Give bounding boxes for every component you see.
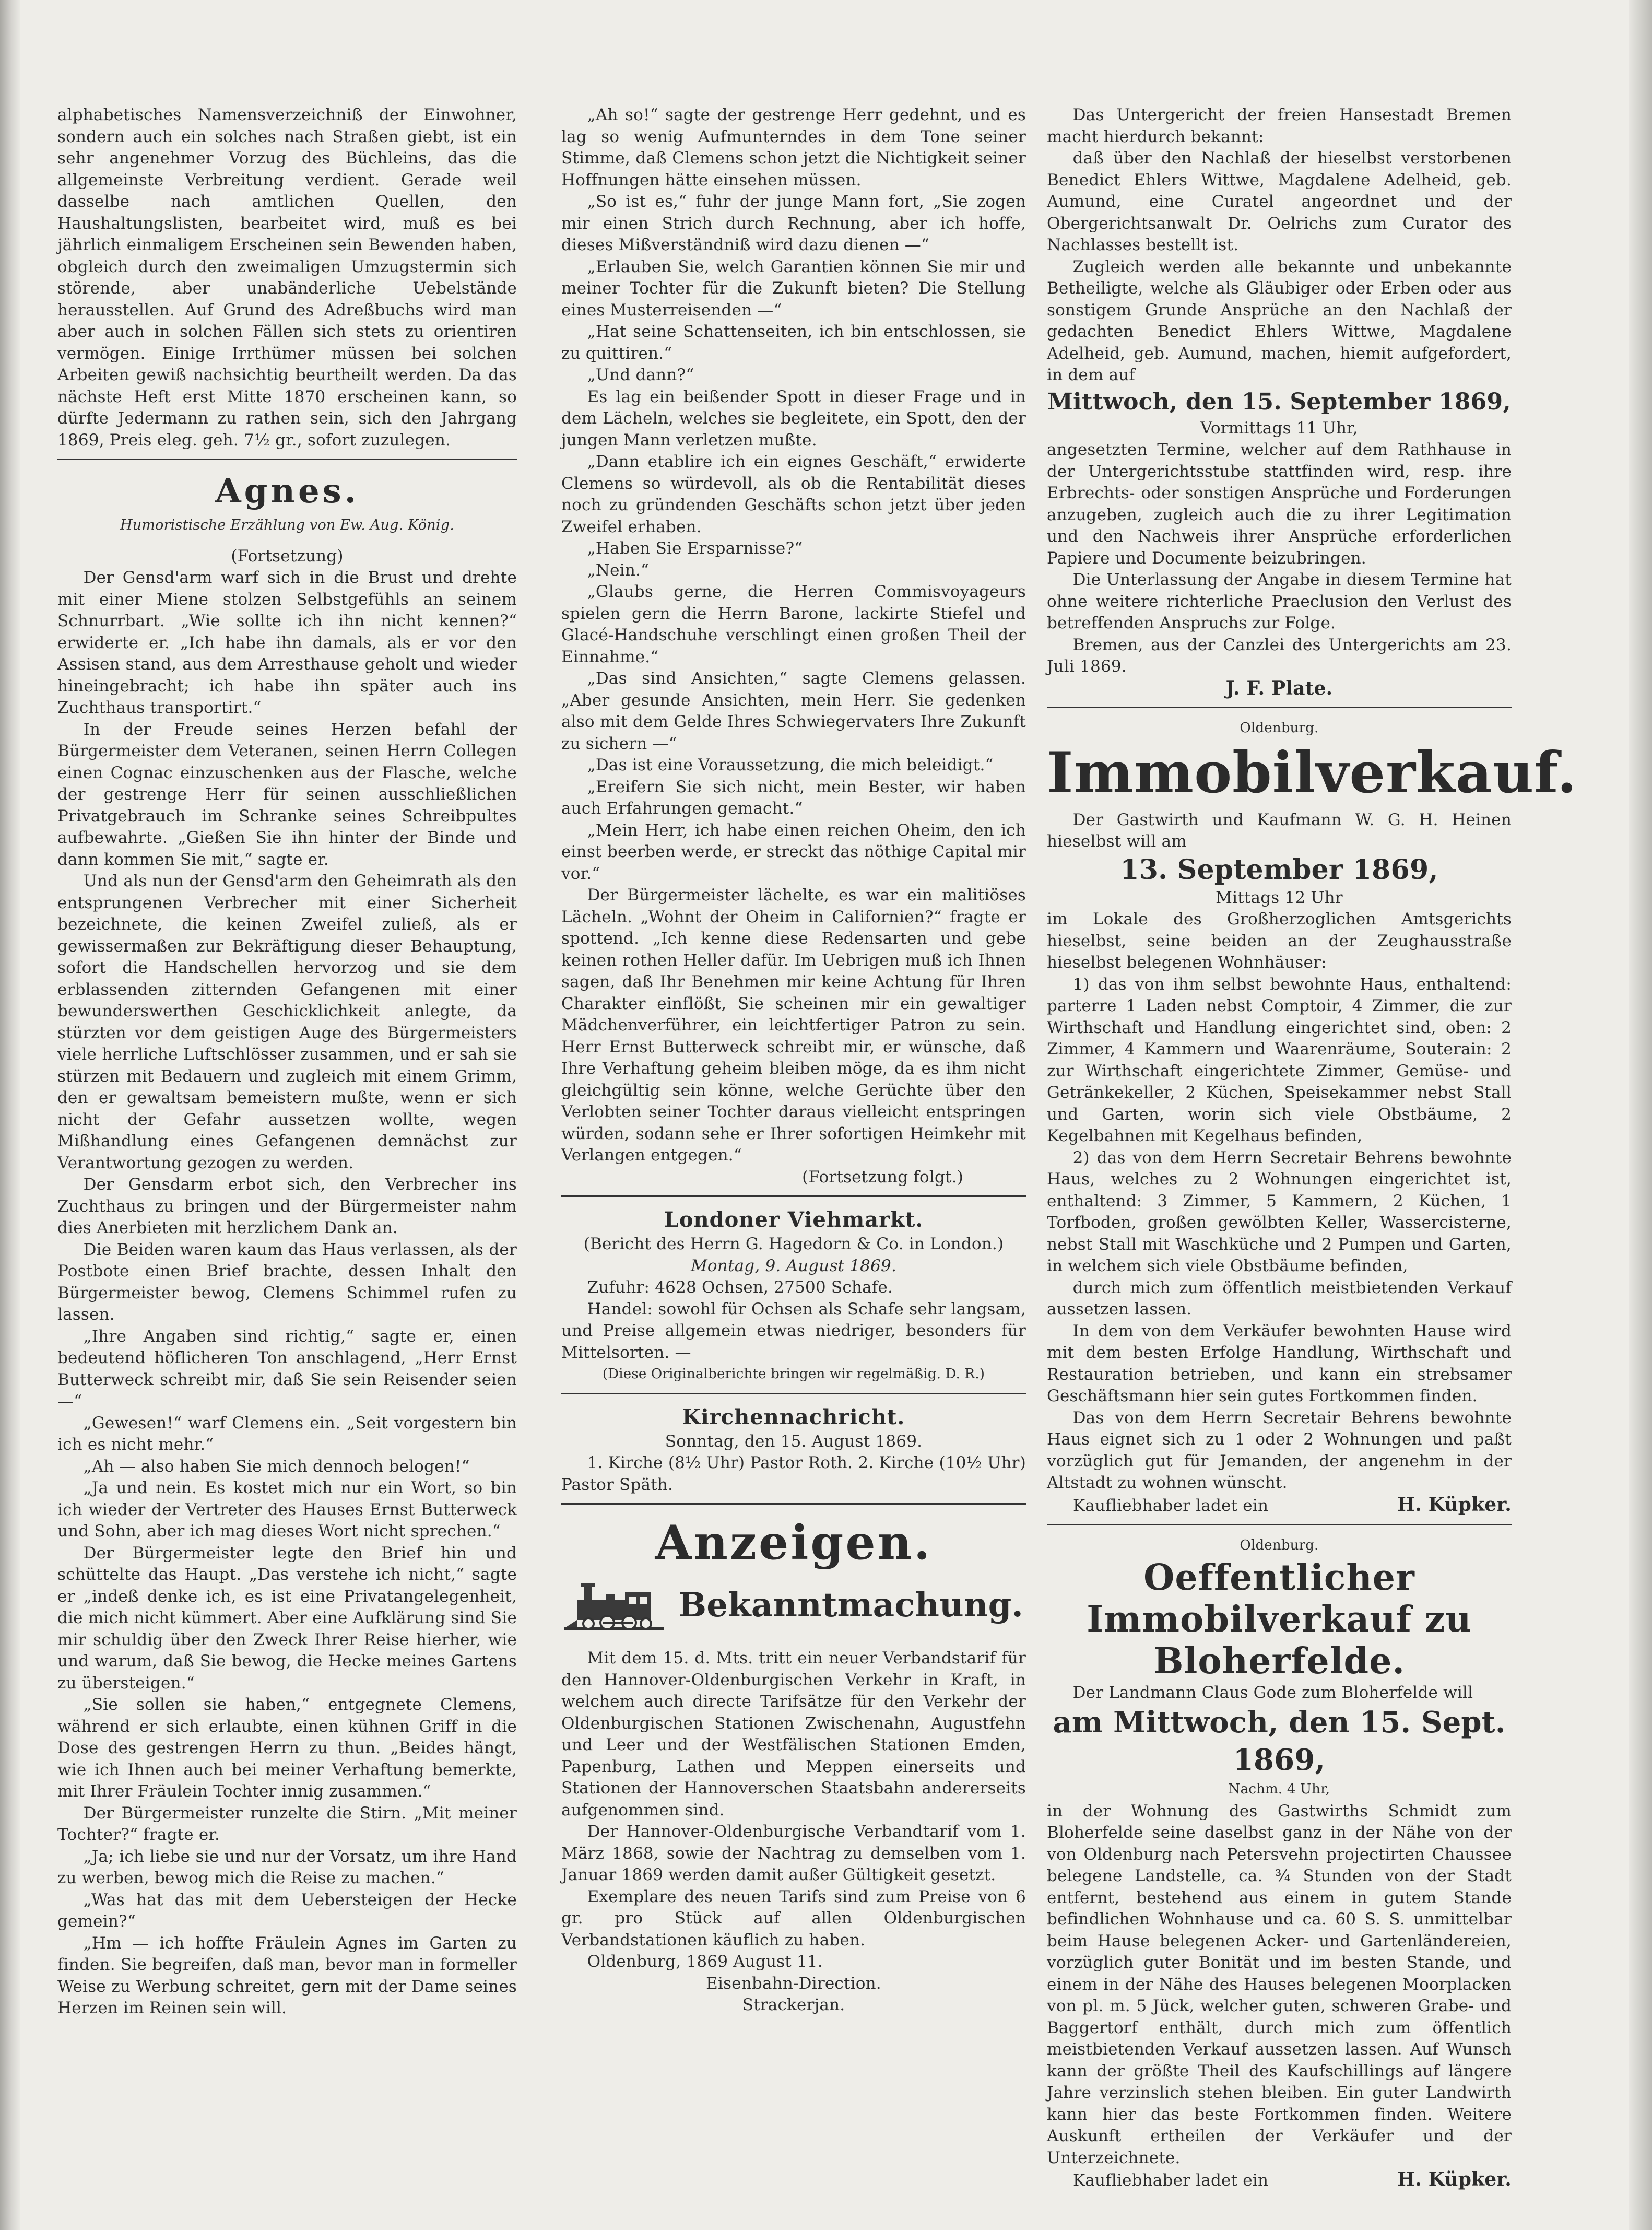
story-paragraph: „So ist es,“ fuhr der junge Mann fort, „Sie zogen mir einen Strich durch Rechnung, aber ich hoffe, dieses Mißverständniß wird dazu dienen —“: [561, 192, 1026, 254]
auctioneer-signature: H. Küpker.: [1397, 2168, 1512, 2190]
story-paragraph: „Erlauben Sie, welch Garantien können Sie mir und meiner Tochter für die Zukunft bieten? Die Stellung eines Musterreisenden —“: [561, 257, 1026, 320]
church-date: Sonntag, den 15. August 1869.: [665, 1431, 923, 1451]
public-sale-closing: [1047, 2169, 1512, 2192]
story-paragraph: „Dann etablire ich ein eignes Geschäft,“ erwiderte Clemens so würdevoll, als ob die Rentabilität dieses noch zu gründenden Geschäfts schon jetzt über jeden Zweifel erhaben.: [561, 452, 1026, 536]
announcement-place-date: Oldenburg, 1869 August 11.: [587, 1952, 823, 1971]
story-paragraph: „Das sind Ansichten,“ sagte Clemens gelassen. „Aber gesunde Ansichten, mein Herr. Sie gedenken also mit dem Gelde Ihres Schwiegervaters Ihre Zukunft zu sichern —“: [561, 669, 1026, 753]
invitation-text: Kaufliebhaber ladet ein: [1073, 2171, 1269, 2190]
market-source: (Bericht des Herrn G. Hagedorn & Co. in London.): [583, 1235, 1004, 1253]
story-paragraph: „Gewesen!“ warf Clemens ein. „Seit vorgestern bin ich es nicht mehr.“: [57, 1413, 517, 1454]
column-1: [57, 104, 517, 2020]
story-paragraph: Der Gensdarm erbot sich, den Verbrecher ins Zuchthaus zu bringen und der Bürgermeister nahm dies Anerbieten mit herzlichem Dank an.: [57, 1175, 517, 1237]
story-paragraph: „Ihre Angaben sind richtig,“ sagte er, einen bedeutend höflicheren Ton anschlagend, „Herr Ernst Butterweck schreibt mir, daß Sie sein Reisender seien —“: [57, 1327, 517, 1411]
real-estate-title: Immobilverkauf.: [1047, 740, 1577, 806]
story-paragraph: Die Beiden waren kaum das Haus verlassen, als der Postbote einen Brief brachte, dessen Inhalt den Bürgermeister bewog, Clemens Schimmel rufen zu lassen.: [57, 1240, 517, 1324]
page-binding: [0, 0, 20, 2230]
church-title: Kirchennachricht.: [682, 1404, 905, 1429]
ads-heading: Anzeigen.: [655, 1515, 933, 1570]
market-note: (Diese Originalberichte bringen wir regelmäßig. D. R.): [602, 1366, 985, 1382]
court-time: Vormittags 11 Uhr,: [1200, 418, 1358, 438]
story-paragraph: „Hm — ich hoffte Fräulein Agnes im Garten zu finden. Sie begreifen, daß man, bevor man in formeller Weise zu Werbung schreitet, gern mit der Dame seines Herzen im Reinen sein will.: [57, 1933, 517, 2017]
real-estate-paragraph: Das von dem Herrn Secretair Behrens bewohnte Haus eignet sich zu 1 oder 2 Wohnungen und paßt vorzüglich gut für Jemanden, der angenehm in der Altstadt zu wohnen wünscht.: [1047, 1408, 1512, 1492]
public-sale-title: Oeffentlicher Immobilverkauf zu Bloherfelde.: [1087, 1556, 1472, 1682]
court-notice-paragraph: angesetzten Termine, welcher auf dem Rathhause in der Untergerichtsstube stattfinden wird, resp. ihre Erbrechts- oder sonstigen Ansprüche und Forderungen anzugeben, zugleich auch die zu ihrer Legitimation und den Nachweis ihrer Ansprüche erforderlichen Papiere und Documente beizubringen.: [1047, 440, 1512, 568]
public-sale-paragraph: in der Wohnung des Gastwirths Schmidt zum Bloherfelde seine daselbst ganz in der Nähe von der von Oldenburg nach Petersvehn projectirten Chaussee belegene Landstelle, ca. ¾ Stunden von der Stadt entfernt, bestehend aus einem in gutem Stande befindlichen Wohnhause und ca. 60 S. S. unmittelbar beim Hause belegenen Acker- und Gartenländereien, vorzüglich guter Bonität und im besten Stande, und einem in der Nähe des Hauses belegenen Moorplacken von pl. m. 5 Jück, welcher guten, schweren Grabe- und Baggertorf enthält, durch mich zum öffentlich meistbietenden Verkauf aussetzen lassen. Auf Wunsch kann der größte Theil des Kaufschillings auf längere Jahre verzinslich stehen bleiben. Ein guter Landwirth kann hier das beste Fortkommen finden. Weitere Auskunft ertheilen der Verkäufer und der Unterzeichnete.: [1047, 1801, 1512, 2167]
court-signature: J. F. Plate.: [1225, 677, 1333, 699]
auction-time: Mittags 12 Uhr: [1216, 888, 1343, 907]
divider: [57, 459, 517, 460]
announcement-paragraph: Exemplare des neuen Tarifs sind zum Preise von 6 gr. pro Stück auf allen Oldenburgischen Verbandstationen käuflich zu haben.: [561, 1887, 1026, 1950]
ad-location: Oldenburg.: [1240, 720, 1319, 736]
auctioneer-signature: H. Küpker.: [1397, 1493, 1512, 1516]
public-sale-date: am Mittwoch, den 15. Sept. 1869,: [1053, 1705, 1506, 1777]
announcement-signature: Strackerjan.: [742, 1996, 845, 2014]
story-paragraph: „Mein Herr, ich habe einen reichen Oheim, den ich einst beerben werde, er streckt das nöthige Capital mir vor.“: [561, 820, 1026, 883]
real-estate-paragraph: durch mich zum öffentlich meistbietenden Verkauf aussetzen lassen.: [1047, 1278, 1512, 1319]
public-sale-paragraph: Der Landmann Claus Gode zum Bloherfelde will: [1072, 1683, 1473, 1702]
real-estate-paragraph: 1) das von ihm selbst bewohnte Haus, enthaltend: parterre 1 Laden nebst Comptoir, 4 Zimmer, die zur Wirthschaft und Handlung eingerichtet sind, oben: 2 Zimmer, 4 Kammern und Waarenräume, Souterain: 2 zur Wirthschaft eingerichtete Zimmer, Gemüse- und Getränkekeller, 2 Küchen, Speisekammer nebst Stall und Garten, worin sich viele Obstbäume, 2 Kegelbahnen mit Kegelhaus befinden,: [1047, 975, 1512, 1145]
story-paragraph: Es lag ein beißender Spott in dieser Frage und in dem Lächeln, welches sie begleitete, ein Spott, den der jungen Mann verletzen mußte.: [561, 387, 1026, 450]
story-subtitle: Humoristische Erzählung von Ew. Aug. König.: [120, 517, 454, 533]
ad-location: Oldenburg.: [1240, 1537, 1319, 1553]
story-paragraph: „Was hat das mit dem Uebersteigen der Hecke gemein?“: [57, 1890, 517, 1931]
story-paragraph: „Ja; ich liebe sie und nur der Vorsatz, um ihre Hand zu werben, bewog mich die Reise zu machen.“: [57, 1847, 517, 1887]
story-paragraph: „Und dann?“: [587, 366, 694, 384]
announcement-paragraph: Der Hannover-Oldenburgische Verbandtarif vom 1. März 1868, sowie der Nachtrag zu demselben vom 1. Januar 1869 werden damit außer Gültigkeit gesetzt.: [561, 1822, 1026, 1884]
announcement-title: Bekanntmachung.: [678, 1586, 1024, 1625]
story-paragraph: „Hat seine Schattenseiten, ich bin entschlossen, sie zu quittiren.“: [561, 322, 1026, 363]
court-notice-place-date: Bremen, aus der Canzlei des Untergerichts am 23. Juli 1869.: [1047, 635, 1512, 676]
market-supply: Zufuhr: 4628 Ochsen, 27500 Schafe.: [587, 1278, 893, 1297]
invitation-text: Kaufliebhaber ladet ein: [1073, 1496, 1269, 1515]
announcement-header: [561, 1577, 1026, 1634]
story-paragraph: „Glaubs gerne, die Herren Commisvoyageurs spielen gern die Herrn Barone, lackirte Stiefel und Glacé-Handschuhe verschlingt einen großen Theil der Einnahme.“: [561, 582, 1026, 666]
public-sale-time: Nachm. 4 Uhr,: [1228, 1781, 1330, 1797]
locomotive-icon: [561, 1577, 666, 1634]
story-paragraph: Der Gensd'arm warf sich in die Brust und drehte mit einer Miene stolzen Selbstgefühls an seinem Schnurrbart. „Wie sollte ich ihn nicht kennen?“ erwiderte er. „Ich habe ihn damals, als er vor den Assisen stand, aus dem Arresthause geholt und wieder hineingebracht; ich habe ihn später auch ins Zuchthaus transportirt.“: [57, 568, 517, 717]
story-paragraph: Der Bürgermeister legte den Brief hin und schüttelte das Haupt. „Das verstehe ich nicht,“ sagte er „indeß denke ich, es ist eine Privatangelegenheit, die mich nicht kümmert. Aber eine Aufklärung sind Sie mir schuldig über den Zweck Ihrer Reise hierher, wie und warum, daß Sie bewog, die Hecke meines Gartens zu übersteigen.“: [57, 1543, 517, 1693]
story-paragraph: Der Bürgermeister lächelte, es war ein malitiöses Lächeln. „Wohnt der Oheim in Californien?“ fragte er spottend. „Ich kenne diese Redensarten und gebe keinen rothen Heller dafür. Im Uebrigen muß ich Ihnen sagen, daß Ihr Benehmen mir keine Achtung für Ihren Charakter einflößt, Sie scheinen mir ein gewaltiger Mädchenverführer, ein leichtfertiger Patron zu sein. Herr Ernst Butterweck schreibt mir, er wünsche, daß Ihre Verhaftung geheim bleiben möge, da es ihm nicht gleichgültig sein könne, welche Gerüchte über den Verlobten seiner Tochter daraus vielleicht entspringen würden, sodann sehe er Ihrer sofortigen Heimkehr mit Verlangen entgegen.“: [561, 886, 1026, 1165]
story-paragraph: In der Freude seines Herzen befahl der Bürgermeister dem Veteranen, seinen Herrn Collegen einen Cognac einzuschenken aus der Flasche, welche der gestrenge Herr für seinen ausschließlichen Privatgebrauch im Schranke seines Schreibpultes aufbewahrte. „Gießen Sie ihn hinter der Binde und dann kommen Sie mit,“ sagte er.: [57, 720, 517, 869]
court-notice-intro: Das Untergericht der freien Hansestadt Bremen macht hierdurch bekannt:: [1047, 105, 1512, 146]
story-to-be-continued: (Fortsetzung folgt.): [802, 1167, 963, 1187]
story-continuation: (Fortsetzung): [231, 546, 344, 566]
column-2: [561, 104, 1026, 2016]
court-notice-paragraph: Zugleich werden alle bekannte und unbekannte Betheiligte, welche als Gläubiger oder Erben oder aus sonstigem Grunde Ansprüche an den Nachlaß der gedachten Benedict Ehlers Wittwe, Magdalene Adelheid, geb. Aumund, machen, hiemit aufgefordert, in dem auf: [1047, 257, 1512, 384]
market-title: Londoner Viehmarkt.: [664, 1207, 924, 1232]
real-estate-paragraph: im Lokale des Großherzoglichen Amtsgerichts hieselbst, seine beiden an der Zeughausstraße hieselbst belegenen Wohnhäuser:: [1047, 910, 1512, 972]
story-paragraph: Und als nun der Gensd'arm den Geheimrath als den entsprungenen Verbrecher mit einer Sicherheit bezeichnete, die keinen Zweifel zuließ, als er gewissermaßen zur Bekräftigung dieser Behauptung, sofort die Handschellen hervorzog und sie dem erblassenden zitternden Gefangenen mit einer bewunderswerthen Geschicklichkeit anlegte, da stürzten vor dem geistigen Auge des Bürgermeisters viele herrliche Luftschlösser zusammen, und er sah sie stürzen mit Bedauern und zugleich mit einem Grimm, den er gewaltsam bemeistern mußte, wenn er sich nicht der Gefahr aussetzen wollte, wegen Mißhandlung eines Gefangenen demnächst zur Verantwortung gezogen zu werden.: [57, 872, 517, 1172]
divider: [1047, 1524, 1512, 1525]
court-date: Mittwoch, den 15. September 1869,: [1047, 388, 1511, 415]
story-paragraph: „Haben Sie Ersparnisse?“: [587, 539, 803, 558]
divider: [1047, 707, 1512, 708]
real-estate-closing: [1047, 1494, 1512, 1517]
divider: [561, 1393, 1026, 1394]
page-edge: [1629, 0, 1652, 2230]
story-title: Agnes.: [215, 472, 359, 511]
divider: [561, 1195, 1026, 1197]
story-paragraph: „Ereifern Sie sich nicht, mein Bester, wir haben auch Erfahrungen gemacht.“: [561, 777, 1026, 818]
story-paragraph: „Sie sollen sie haben,“ entgegnete Clemens, während er sich erlaubte, einen kühnen Griff in die Dose des gestrengen Herrn zu thun. „Beides hängt, wie ich Ihnen auch bei meiner Verhaftung bemerkte, mit Ihrer Fräulein Tochter innig zusammen.“: [57, 1695, 517, 1801]
real-estate-paragraph: In dem von dem Verkäufer bewohnten Hause wird mit dem besten Erfolge Handlung, Wirthschaft und Restauration betrieben, und kann ein strebsamer Geschäftsmann hier sein gutes Fortkommen finden.: [1047, 1321, 1512, 1405]
auction-date: 13. September 1869,: [1120, 853, 1438, 886]
market-date: Montag, 9. August 1869.: [690, 1256, 897, 1275]
announcement-issuer: Eisenbahn-Direction.: [706, 1974, 881, 1993]
divider: [561, 1503, 1026, 1505]
adressbuch-notice: alphabetisches Namensverzeichniß der Einwohner, sondern auch ein solches nach Straßen giebt, ist ein sehr angenehmer Vorzug des Büchleins, das die allgemeinste Verbreitung verdient. Gerade weil dasselbe nach amtlichen Quellen, den Haushaltungslisten, bearbeitet wird, muß es bei jährlich einmaligem Erscheinen sein Bewenden haben, obgleich durch den zweimaligen Umzugstermin sich störende, aber unabänderliche Uebelstände herausstellen. Auf Grund des Adreßbuchs wird man aber auch in solchen Fällen sich stets zu orientiren vermögen. Einige Irrthümer müssen bei solchen Arbeiten gewiß nachsichtig beurtheilt werden. Da das nächste Heft erst Mitte 1870 erscheinen kann, so dürfte Jedermann zu rathen sein, sich den Jahrgang 1869, Preis eleg. geh. 7½ gr., sofort zuzulegen.: [57, 105, 517, 450]
story-paragraph: „Das ist eine Voraussetzung, die mich beleidigt.“: [587, 756, 994, 774]
court-notice-paragraph: daß über den Nachlaß der hieselbst verstorbenen Benedict Ehlers Wittwe, Magdalene Adelheid, geb. Aumund, eine Curatel angeordnet und der Obergerichtsanwalt Dr. Oelrichs zum Curator des Nachlasses bestellt ist.: [1047, 149, 1512, 254]
church-text: 1. Kirche (8½ Uhr) Pastor Roth. 2. Kirche (10½ Uhr) Pastor Späth.: [561, 1453, 1026, 1494]
story-paragraph: „Ah so!“ sagte der gestrenge Herr gedehnt, und es lag so wenig Aufmunterndes in dem Tone seiner Stimme, daß Clemens schon jetzt die Nichtigkeit seiner Hoffnungen hätte einsehen müssen.: [561, 105, 1026, 190]
story-paragraph: Der Bürgermeister runzelte die Stirn. „Mit meiner Tochter?“ fragte er.: [57, 1803, 517, 1844]
real-estate-paragraph: Der Gastwirth und Kaufmann W. G. H. Heinen hieselbst will am: [1047, 810, 1512, 851]
story-paragraph: „Nein.“: [587, 560, 650, 580]
story-paragraph: „Ja und nein. Es kostet mich nur ein Wort, so bin ich wieder der Vertreter des Hauses Ernst Butterweck und Sohn, aber ich mag dieses Wort nicht sprechen.“: [57, 1478, 517, 1541]
announcement-paragraph: Mit dem 15. d. Mts. tritt ein neuer Verbandstarif für den Hannover-Oldenburgischen Verkehr in Kraft, in welchem auch directe Tarifsätze für den Verkehr der Oldenburgischen Stationen Zwischenahn, Augustfehn und Leer und der Westfälischen Stationen Emden, Papenburg, Lathen und Meppen einerseits und Stationen der Hannoverschen Staatsbahn andererseits aufgenommen sind.: [561, 1649, 1026, 1820]
court-notice-paragraph: Die Unterlassung der Angabe in diesem Termine hat ohne weitere richterliche Praeclusion den Verlust des betreffenden Anspruchs zur Folge.: [1047, 570, 1512, 632]
market-trade: Handel: sowohl für Ochsen als Schafe sehr langsam, und Preise allgemein etwas niedriger, besonders für Mittelsorten. —: [561, 1299, 1026, 1362]
story-paragraph: „Ah — also haben Sie mich dennoch belogen!“: [83, 1457, 470, 1476]
real-estate-paragraph: 2) das von dem Herrn Secretair Behrens bewohnte Haus, welches zu 2 Wohnungen eingerichtet ist, enthaltend: 3 Zimmer, 5 Kammern, 2 Küchen, 1 Torfboden, großen gewölbten Keller, Wassercisterne, nebst Stall mit Waschküche und 2 Pumpen und Garten, in welchem sich viele Obstbäume befinden,: [1047, 1148, 1512, 1275]
column-3: [1047, 104, 1577, 2192]
